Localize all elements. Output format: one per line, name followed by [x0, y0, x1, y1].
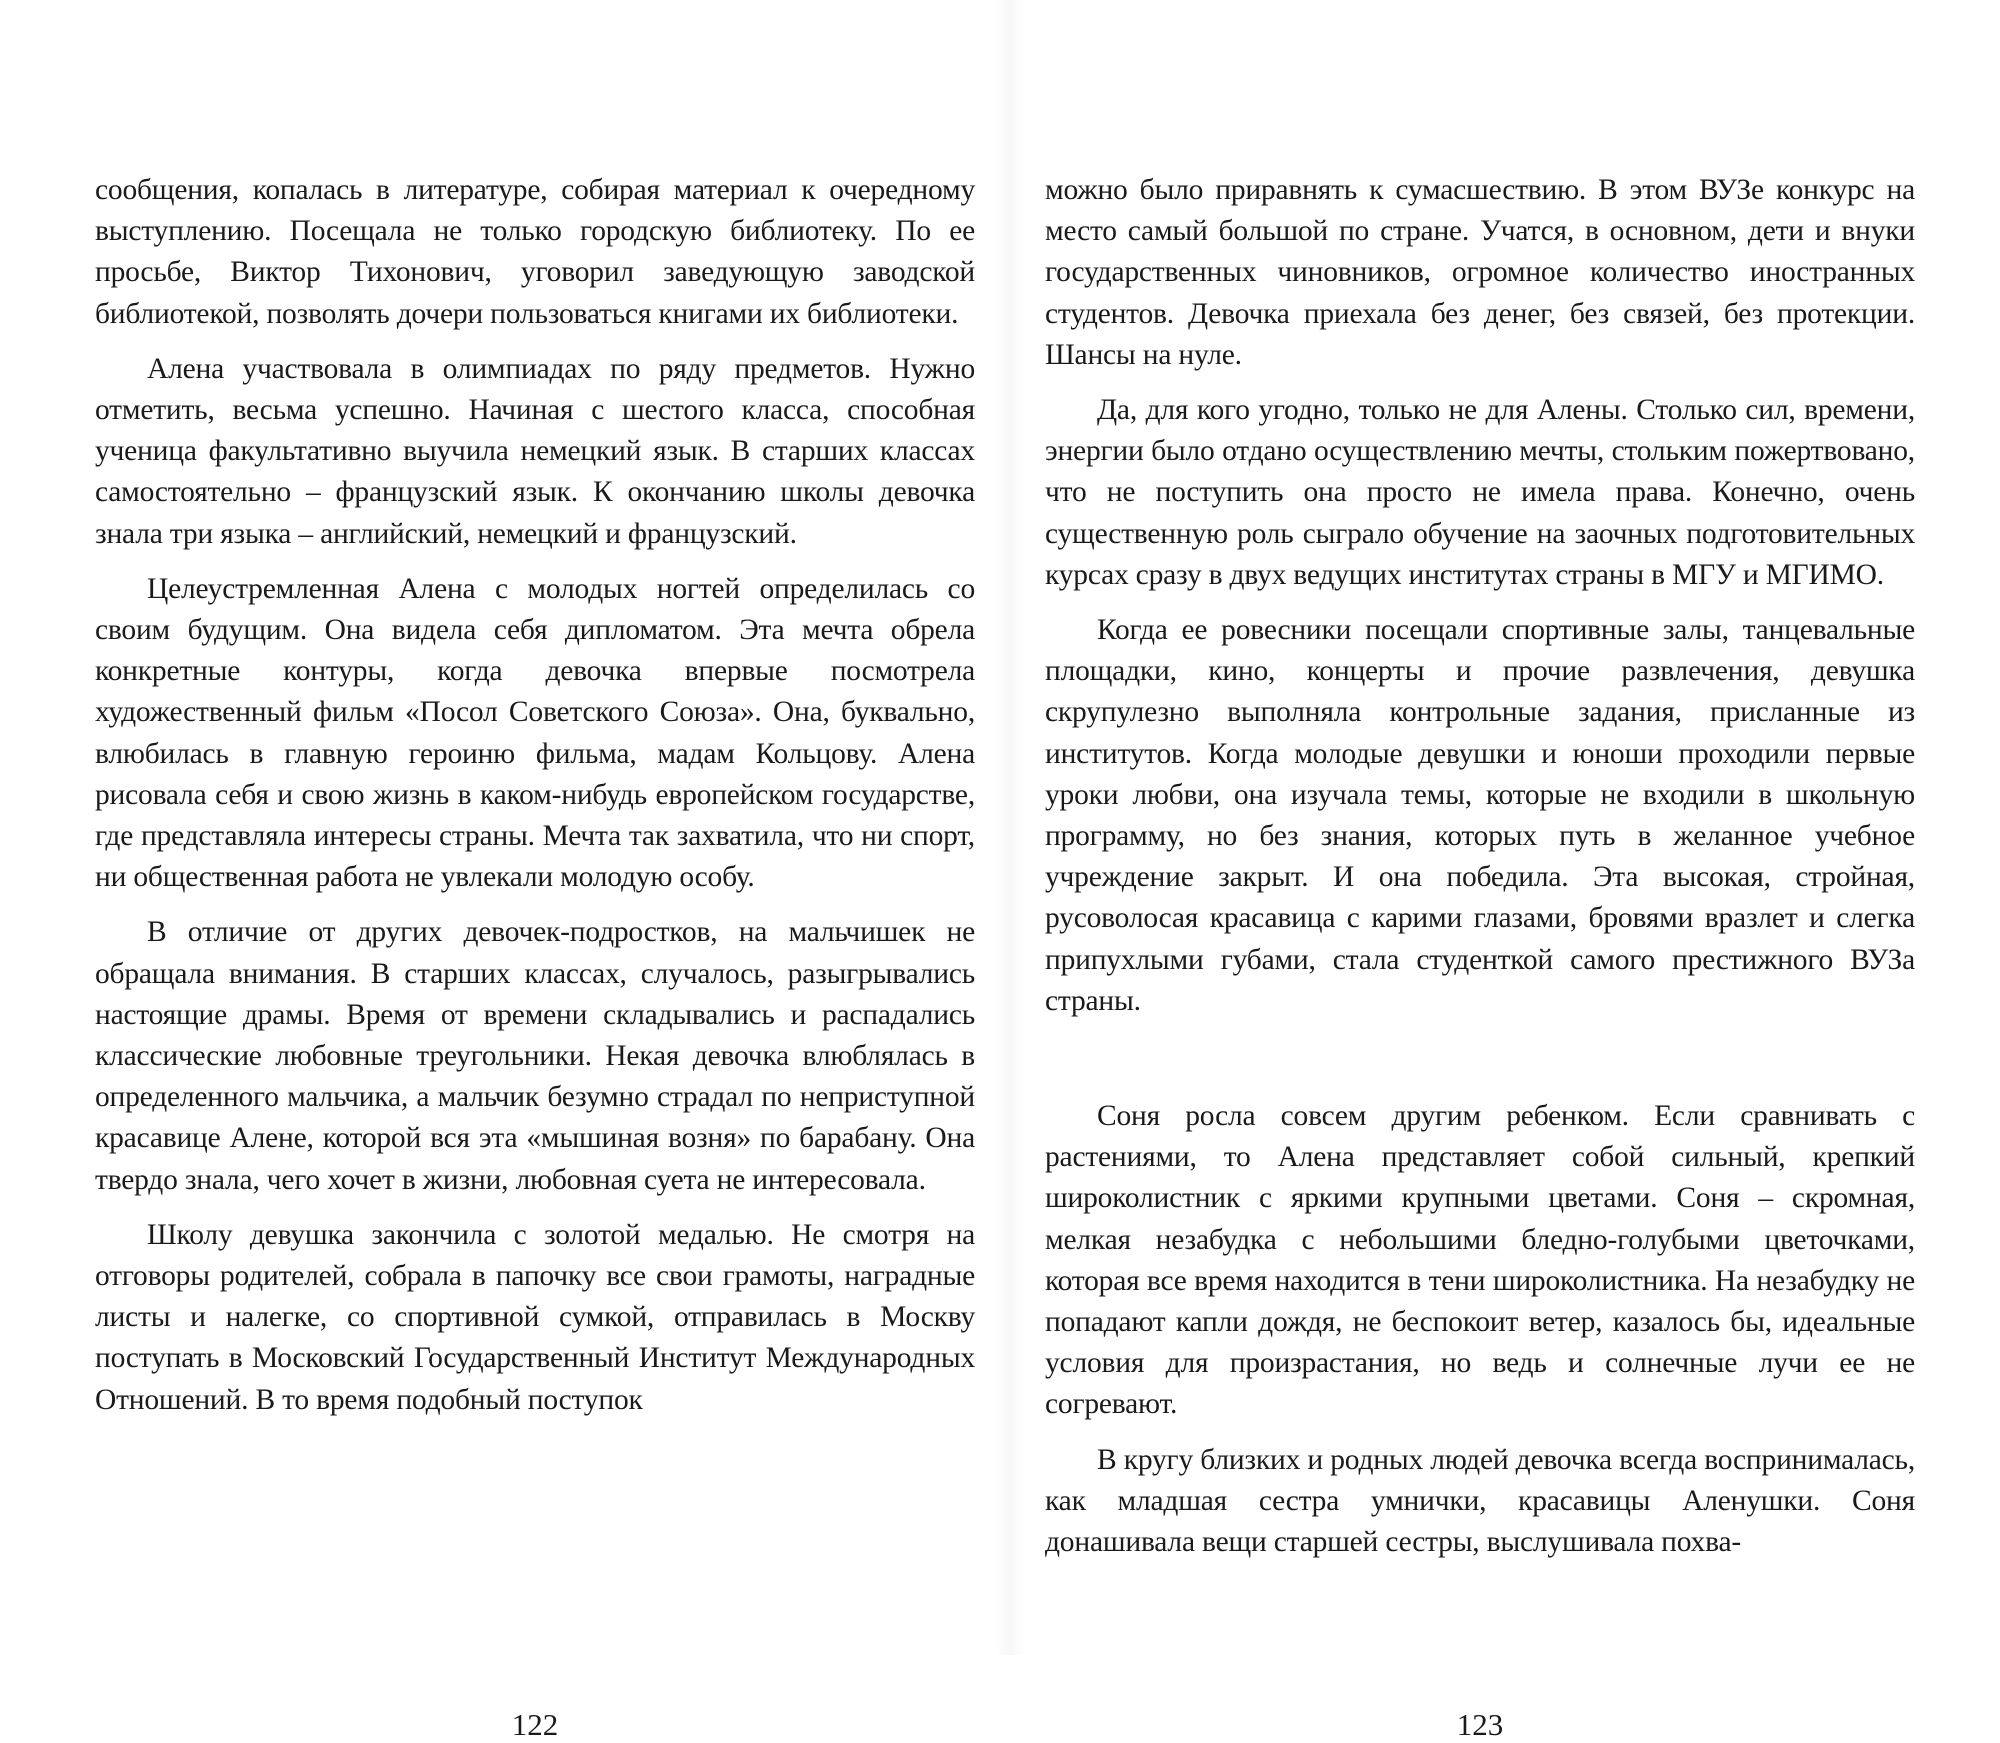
paragraph: Алена участвовала в олимпиадах по ряду предметов. Нужно отметить, весьма успешно. Начиная с шестого класса, способная ученица факультативно выучила немецкий язык. В старших классах самостоятельно – французский язык. К окончанию школы девочка знала три языка – английский, немецкий и французский. — [95, 352, 975, 550]
paragraph: Целеустремленная Алена с молодых ногтей определилась со своим будущим. Она видела себя дипломатом. Эта мечта обрела конкретные контуры, когда девочка впервые посмотрела художественный фильм «Посол Советского Союза». Она, буквально, влюбилась в главную героиню фильма, мадам Кольцову. Алена рисовала себя и свою жизнь в каком-нибудь европейском государстве, где представляла интересы страны. Мечта так захватила, что ни спорт, ни общественная работа не увлекали молодую особу. — [95, 572, 975, 894]
left-page — [95, 170, 975, 1742]
paragraph: Когда ее ровесники посещали спортивные залы, танцевальные площадки, кино, концерты и прочие развлечения, девушка скрупулезно выполняла контрольные задания, присланные из институтов. Когда молодые девушки и юноши проходили первые уроки любви, она изучала темы, которые не входили в школьную программу, но без знания, которых путь в желанное учебное учреждение закрыт. И она победила. Эта высокая, стройная, русоволосая красавица с карими глазами, бровями вразлет и слегка припухлыми губами, стала студенткой самого престижного ВУЗа страны. — [1045, 614, 1915, 1017]
left-page-text — [95, 170, 975, 1421]
book-gutter — [995, 0, 1025, 1655]
paragraph: можно было приравнять к сумасшествию. В этом ВУЗе конкурс на место самый большой по стране. Учатся, в основном, дети и внуки государственных чиновников, огромное количество иностранных студентов. Девочка приехала без денег, без связей, без протекции. Шансы на нуле. — [1045, 174, 1915, 371]
right-page — [1045, 170, 1915, 1742]
paragraph: сообщения, копалась в литературе, собирая материал к очередному выступлению. Посещала не только городскую библиотеку. По ее просьбе, Виктор Тихонович, уговорил заведующую заводской библиотекой, позволять дочери пользоваться книгами их библиотеки. — [95, 174, 975, 330]
page-number-left: 122 — [511, 1707, 559, 1742]
paragraph: Школу девушка закончила с золотой медалью. Не смотря на отговоры родителей, собрала в папочку все свои грамоты, наградные листы и налегке, со спортивной сумкой, отправилась в Москву поступать в Московский Государственный Институт Международных Отношений. В то время подобный поступок — [95, 1218, 975, 1416]
paragraph: Соня росла совсем другим ребенком. Если сравнивать с растениями, то Алена представляет собой сильный, крепкий широколистник с яркими крупными цветами. Соня – скромная, мелкая незабудка с небольшими бледно-голубыми цветочками, которая все время находится в тени широколистника. На незабудку не попадают капли дождя, не беспокоит ветер, казалось бы, идеальные условия для произрастания, но ведь и солнечные лучи ее не согревают. — [1045, 1100, 1915, 1421]
paragraph: В отличие от других девочек-подростков, на мальчишек не обращала внимания. В старших классах, случалось, разыгрывались настоящие драмы. Время от времени складывались и распадались классические любовные треугольники. Некая девочка влюблялась в определенного мальчика, а мальчик безумно страдал по неприступной красавице Алене, которой вся эта «мышиная возня» по барабану. Она твердо знала, чего хочет в жизни, любовная суета не интересовала. — [95, 916, 975, 1196]
paragraph: В кругу близких и родных людей девочка всегда воспринималась, как младшая сестра умнички, красавицы Аленушки. Соня донашивала вещи старшей сестры, выслушивала похва- — [1045, 1443, 1915, 1559]
paragraph: Да, для кого угодно, только не для Алены. Столько сил, времени, энергии было отдано осуществлению мечты, стольким пожертвовано, что не поступить она просто не имела права. Конечно, очень существенную роль сыграло обучение на заочных подготовительных курсах сразу в двух ведущих институтах страны в МГУ и МГИМО. — [1045, 394, 1915, 591]
page-number-right: 123 — [1456, 1707, 1504, 1742]
right-page-text — [1045, 170, 1915, 1563]
